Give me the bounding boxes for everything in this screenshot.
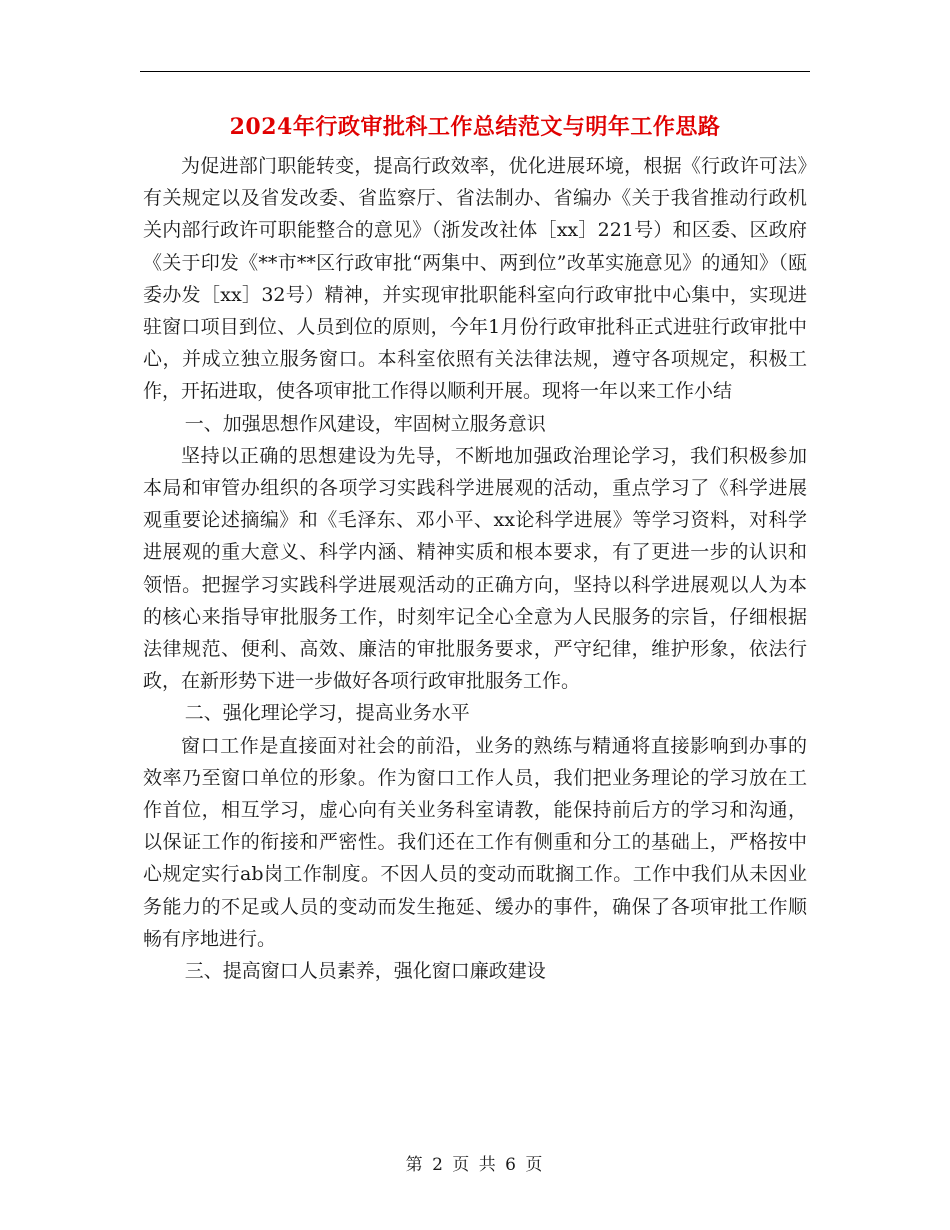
page-number: 第 2 页 共 6 页 [405,1155,545,1175]
section-heading-1: 一、加强思想作风建设，牢固树立服务意识 [184,412,546,435]
section-paragraph-1: 坚持以正确的思想建设为先导，不断地加强政治理论学习，我们积极参加本局和审管办组织的各项学习实践科学进展观的活动，重点学习了《科学进展观重要论述摘编》和《毛泽东、邓小平、xx论科学进展》等学习资料，对科学进展观的重大意义、科学内涵、精神实质和根本要求，有了更进一步的认识和领悟。把握学习实践科学进展观活动的正确方向，坚持以科学进展观以人为本的核心来指导审批服务工作，时刻牢记全心全意为人民服务的宗旨，仔细根据法律规范、便利、高效、廉洁的审批服务要求，严守纪律，维护形象，依法行政，在新形势下进一步做好各项行政审批服务工作。 [143,444,807,693]
section-paragraph-2: 窗口工作是直接面对社会的前沿，业务的熟练与精通将直接影响到办事的效率乃至窗口单位的形象。作为窗口工作人员，我们把业务理论的学习放在工作首位，相互学习，虚心向有关业务科室请教，能保持前后方的学习和沟通，以保证工作的衔接和严密性。我们还在工作有侧重和分工的基础上，严格按中心规定实行ab岗工作制度。不因人员的变动而耽搁工作。工作中我们从未因业务能力的不足或人员的变动而发生拖延、缓办的事件，确保了各项审批工作顺畅有序地进行。 [143,734,807,950]
document-body [143,150,807,987]
section-heading-3: 三、提高窗口人员素养，强化窗口廉政建设 [184,960,546,983]
intro-paragraph: 为促进部门职能转变，提高行政效率，优化进展环境，根据《行政许可法》有关规定以及省发改委、省监察厅、省法制办、省编办《关于我省推动行政机关内部行政许可职能整合的意见》（浙发改社体［xx］221号）和区委、区政府《关于印发《**市**区行政审批“两集中、两到位”改革实施意见》的通知》（瓯委办发［xx］32号）精神，并实现审批职能科室向行政审批中心集中，实现进驻窗口项目到位、人员到位的原则，今年1月份行政审批科正式进驻行政审批中心，并成立独立服务窗口。本科室依照有关法律法规，遵守各项规定，积极工作，开拓进取，使各项审批工作得以顺利开展。现将一年以来工作小结 [143,155,807,403]
section-heading-2: 二、强化理论学习，提高业务水平 [184,702,470,725]
document-title: 2024年行政审批科工作总结范文与明年工作思路 [229,114,721,140]
header-rule [140,71,810,72]
